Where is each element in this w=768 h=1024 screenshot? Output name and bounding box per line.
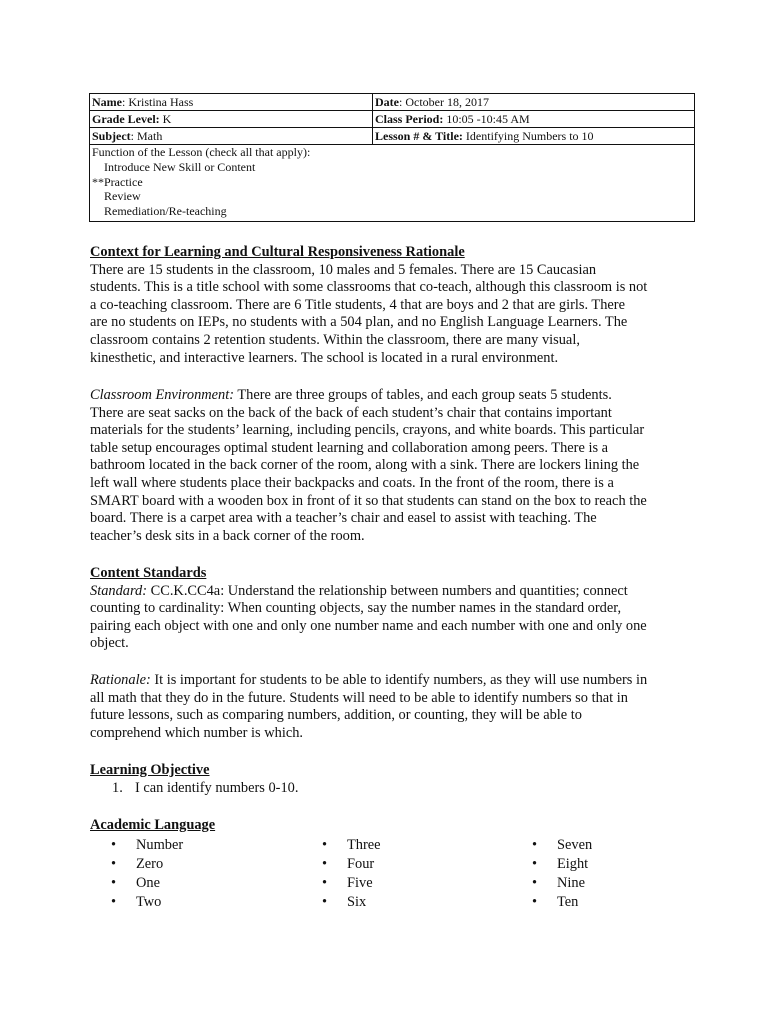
function-item: **Practice [92, 174, 143, 189]
environment-first-line [90, 387, 690, 405]
environment-line: teacher’s desk sits in a back corner of the room. [90, 527, 365, 544]
objective-list [90, 780, 690, 798]
lesson-header-table [89, 93, 695, 222]
environment-line: materials for the students’ learning, including pencils, crayons, and white boards. This particular [90, 422, 645, 439]
grade-cell [90, 111, 373, 128]
function-item: Remediation/Re-teaching [104, 204, 227, 219]
context-section [90, 244, 690, 367]
objective-number: 1. [112, 779, 123, 796]
rationale-line: all math that they do in the future. Students will need to be able to identify numbers so that in [90, 689, 628, 706]
environment-label: Classroom Environment: [90, 387, 235, 403]
context-heading: Context for Learning and Cultural Responsiveness Rationale [90, 244, 465, 260]
vocab-item: • Zero [111, 855, 311, 874]
objective-section [90, 762, 690, 797]
standard-first-line [90, 583, 690, 601]
date-cell [373, 94, 695, 111]
rationale-label: Rationale: [90, 672, 151, 688]
name-label: Name [92, 95, 122, 109]
environment-line: There are seat sacks on the back of the back of each student’s chair that contains important [90, 404, 612, 421]
standard-line: counting to cardinality: When counting objects, say the number names in the standard order, [90, 600, 622, 617]
lesson-label: Lesson # & Title: [375, 129, 463, 143]
function-cell [90, 145, 695, 222]
vocab-item: • Three [322, 836, 522, 855]
standard-text: CC.K.CC4a: Understand the relationship between numbers and quantities; connect [147, 582, 628, 599]
environment-line: table setup encourages optimal student learning and collaboration among peers. There is a [90, 439, 609, 456]
context-line: a co-teaching classroom. There are 6 Title students, 4 that are boys and 2 that are girls. There [90, 296, 625, 313]
vocab-item: • One [111, 874, 311, 893]
context-line: kinesthetic, and interactive learners. The school is located in a rural environment. [90, 349, 559, 366]
environment-section [90, 387, 690, 545]
function-title: Function of the Lesson (check all that apply): [92, 145, 311, 159]
period-cell [373, 111, 695, 128]
context-line: are no students on IEPs, no students with a 504 plan, and no English Language Learners. The [90, 314, 628, 331]
context-line: There are 15 students in the classroom, 10 males and 5 females. There are 15 Caucasian [90, 261, 597, 278]
vocab-item: • Nine [532, 874, 732, 893]
rationale-line: future lessons, such as comparing numbers, addition, or counting, they will be able to [90, 707, 582, 724]
vocab-item: • Four [322, 855, 522, 874]
environment-line: board. There is a carpet area with a teacher’s chair and easel to assist with teaching. The [90, 510, 597, 527]
period-value: 10:05 -10:45 AM [443, 112, 530, 126]
standard-line: pairing each object with one and only one number name and each number with one and only one [90, 617, 647, 634]
standards-section [90, 565, 690, 653]
lesson-value: Identifying Numbers to 10 [462, 129, 594, 143]
date-label: Date [375, 95, 399, 109]
name-value: : Kristina Hass [122, 95, 194, 109]
vocab-column-2 [322, 836, 522, 912]
environment-line: SMART board with a wooden box in front of it so that students can stand on the box to reach the [90, 492, 647, 509]
period-label: Class Period: [375, 112, 444, 126]
vocab-item: • Number [111, 836, 311, 855]
vocab-item: • Five [322, 874, 522, 893]
standard-line: object. [90, 635, 129, 652]
environment-line: bathroom located in the back corner of the room, along with a sink. There are lockers lining the [90, 457, 640, 474]
context-line: classroom contains 2 retention students. Within the classroom, there are many visual, [90, 331, 580, 348]
name-cell [90, 94, 373, 111]
function-item: Review [104, 189, 141, 204]
grade-label: Grade Level: [92, 112, 160, 126]
vocab-item: • Two [111, 893, 311, 912]
subject-value: : Math [130, 129, 163, 143]
vocab-item: • Six [322, 893, 522, 912]
vocab-item: • Eight [532, 855, 732, 874]
academic-language-heading: Academic Language [90, 817, 216, 833]
vocab-item: • Ten [532, 893, 732, 912]
objective-text: I can identify numbers 0-10. [135, 779, 299, 796]
rationale-line: comprehend which number is which. [90, 724, 304, 741]
lesson-cell [373, 128, 695, 145]
rationale-section [90, 672, 690, 742]
rationale-text: It is important for students to be able to identify numbers, as they will use numbers in [150, 672, 648, 688]
objective-heading: Learning Objective [90, 762, 210, 778]
date-value: : October 18, 2017 [399, 95, 489, 109]
rationale-first-line [90, 672, 690, 690]
standards-heading: Content Standards [90, 565, 207, 581]
grade-value: K [159, 112, 172, 126]
objective-item [90, 780, 690, 798]
context-line: students. This is a title school with some classrooms that co-teach, although this classroom is not [90, 279, 648, 296]
vocab-column-3 [532, 836, 732, 912]
academic-language-section [90, 817, 690, 835]
subject-cell [90, 128, 373, 145]
vocab-column-1 [111, 836, 311, 912]
standard-label: Standard: [90, 582, 148, 599]
vocab-item: • Seven [532, 836, 732, 855]
subject-label: Subject [92, 129, 131, 143]
function-item: Introduce New Skill or Content [104, 159, 256, 174]
environment-line: left wall where students place their backpacks and coats. In the front of the room, there is a [90, 474, 614, 491]
environment-text: There are three groups of tables, and each group seats 5 students. [234, 387, 612, 403]
